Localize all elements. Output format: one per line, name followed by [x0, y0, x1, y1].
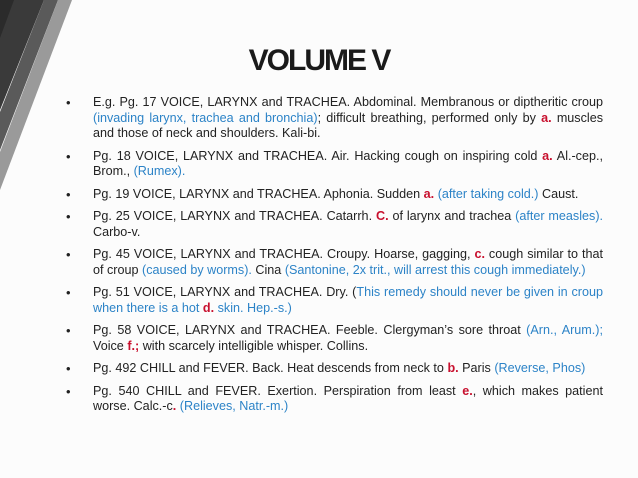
bullet-text-segment: E.g. Pg. 17 VOICE, LARYNX and TRACHEA. Abdominal. Membranous or diptheritic croup	[93, 95, 603, 109]
bullet-text-segment: d.	[202, 300, 215, 315]
bullet-text-segment: Cina	[251, 262, 285, 277]
bullet-item	[60, 247, 603, 278]
bullet-dot-icon: •	[66, 186, 71, 202]
slide-title: VOLUME V	[248, 44, 390, 77]
bullet-item	[60, 323, 603, 354]
bullet-text-segment: Pg. 19 VOICE, LARYNX and TRACHEA. Aphonia. Sudden	[93, 186, 424, 201]
bullet-text-segment: skin. Hep.-s.)	[217, 300, 292, 315]
bullet-list	[60, 95, 603, 422]
bullet-text-segment: Pg. 58 VOICE, LARYNX and TRACHEA. Feeble. Clergyman’s sore throat	[93, 323, 527, 337]
bullet-dot-icon: •	[66, 148, 71, 164]
bullet-text-segment: ; difficult breathing, performed only by	[317, 110, 542, 125]
bullet-dot-icon: •	[66, 95, 71, 110]
bullet-text-segment: muscles and those of neck and shoulders. Kali-bi.	[93, 110, 604, 140]
bullet-dot-icon: •	[66, 323, 71, 338]
bullet-text-segment: Pg. 25 VOICE, LARYNX and TRACHEA. Catarrh.	[93, 209, 376, 223]
bullet-dot-icon: •	[66, 209, 71, 224]
bullet-text-segment: c.	[474, 247, 485, 261]
bullet-text-segment: (Reverse, Phos)	[494, 361, 586, 375]
bullet-text-segment: with scarcely intelligible whisper. Collins.	[139, 338, 369, 353]
bullet-item	[60, 149, 603, 180]
bullet-item	[60, 209, 603, 240]
bullet-text-segment: a.	[423, 186, 435, 201]
bullet-text-segment: Pg. 492 CHILL and FEVER. Back. Heat descends from neck to	[93, 361, 448, 375]
bullet-dot-icon: •	[66, 383, 71, 399]
bullet-item	[60, 187, 603, 203]
bullet-text-segment: f.;	[127, 338, 140, 353]
bullet-text-segment: Pg. 51 VOICE, LARYNX and TRACHEA. Dry. (	[93, 285, 357, 299]
bullet-text-segment: (invading larynx, trachea and bronchia)	[93, 110, 318, 125]
bullet-text-segment: (Arn., Arum.);	[526, 323, 603, 337]
bullet-text-segment: Pg. 540 CHILL and FEVER. Exertion. Perspiration from least	[93, 383, 463, 398]
bullet-text-segment: a.	[542, 148, 553, 163]
bullet-text-segment: .	[172, 399, 180, 413]
bullet-text-segment: Carbo-v.	[93, 224, 141, 239]
bullet-text-segment: Al.-cep., Brom.,	[93, 148, 603, 178]
bullet-dot-icon: •	[66, 285, 71, 300]
bullet-text-segment: (after measles).	[515, 209, 604, 223]
bullet-text-segment: , which makes patient worse. Calc.-c	[93, 383, 603, 413]
bullet-text-segment: a.	[541, 110, 552, 125]
bullet-text-segment: (caused by worms).	[142, 262, 252, 277]
bullet-dot-icon: •	[66, 361, 71, 376]
bullet-text-segment: e.	[462, 383, 473, 398]
bullet-text-segment: C.	[375, 209, 389, 223]
bullet-text-segment: of larynx and trachea	[388, 209, 516, 223]
bullet-text-segment: b.	[447, 361, 459, 375]
bullet-text-segment: Caust.	[538, 186, 579, 201]
bullet-text-segment: Pg. 45 VOICE, LARYNX and TRACHEA. Croupy. Hoarse, gagging,	[93, 247, 475, 261]
bullet-item	[60, 384, 603, 415]
bullet-item	[60, 95, 603, 142]
bullet-text-segment: (Rumex).	[133, 164, 186, 178]
bullet-text-segment: (Santonine, 2x trit., will arrest this cough immediately.)	[284, 262, 586, 277]
bullet-item	[60, 361, 603, 377]
bullet-dot-icon: •	[66, 247, 71, 262]
bullet-item	[60, 285, 603, 316]
bullet-text-segment: (after taking cold.)	[437, 186, 539, 201]
bullet-text-segment: This remedy should never be given in croup when there is a hot	[93, 285, 603, 315]
bullet-text-segment: Voice	[93, 338, 128, 353]
bullet-text-segment: Paris	[458, 361, 495, 375]
bullet-text-segment: (Relieves, Natr.-m.)	[179, 399, 289, 413]
bullet-text-segment: Pg. 18 VOICE, LARYNX and TRACHEA. Air. Hacking cough on inspiring cold	[93, 148, 543, 163]
bullet-text-segment: cough similar to that of croup	[93, 247, 604, 277]
